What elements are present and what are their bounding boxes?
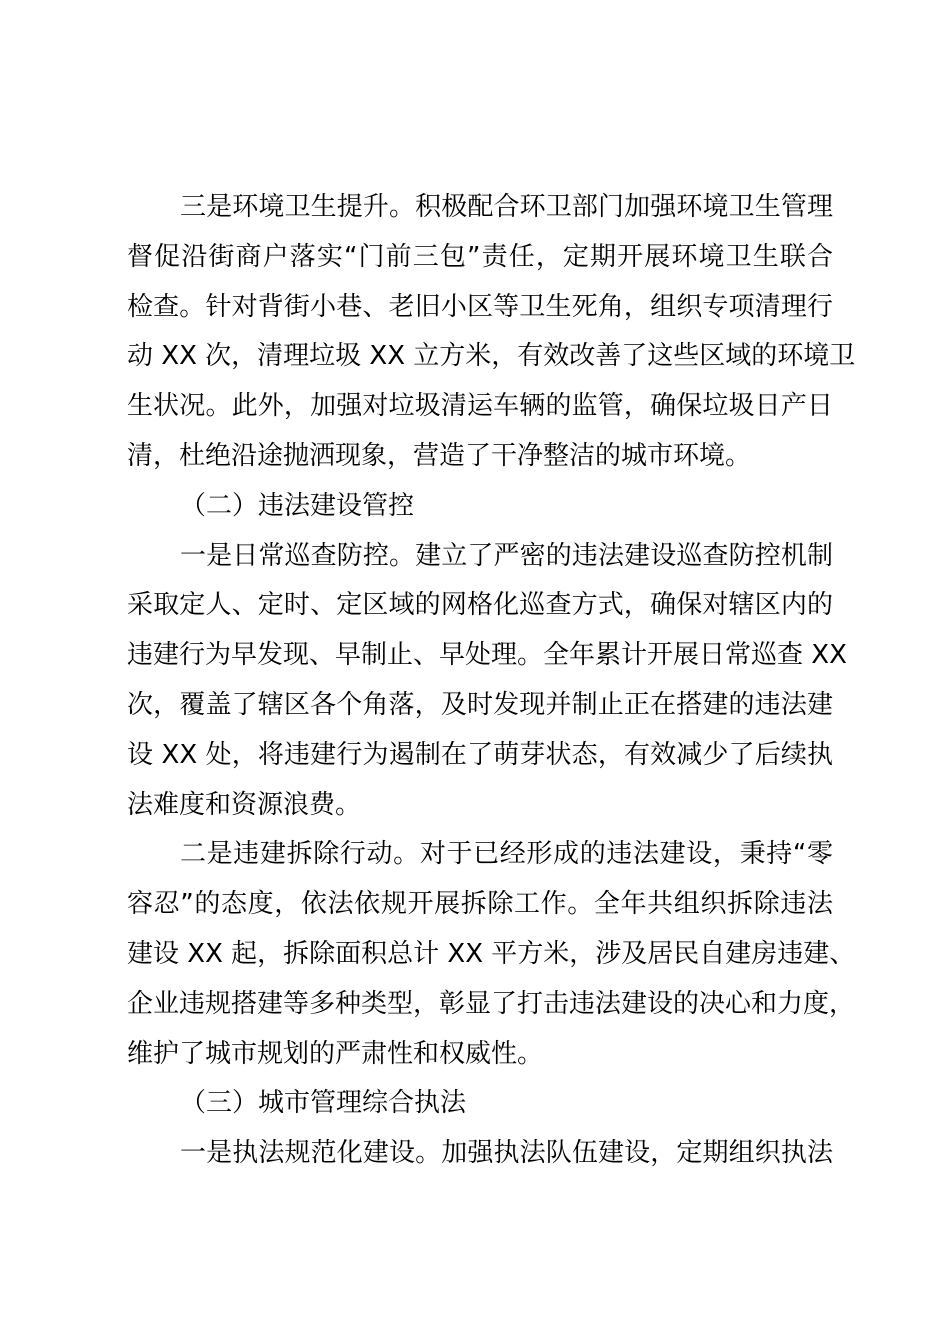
section-heading: （三）城市管理综合执法 xyxy=(180,1088,467,1119)
paragraph-line: 建设 XX 起，拆除面积总计 XX 平方米，涉及居民自建房违建、 xyxy=(127,938,856,969)
paragraph-line: 二是违建拆除行动。对于已经形成的违法建设，秉持“零 xyxy=(180,839,833,870)
paragraph-line: 设 XX 处，将违建行为遏制在了萌芽状态，有效减少了后续执 xyxy=(127,739,833,770)
paragraph-line: 违建行为早发现、早制止、早处理。全年累计开展日常巡查 XX xyxy=(127,640,847,671)
paragraph-line: 督促沿街商户落实“门前三包”责任，定期开展环境卫生联合 xyxy=(127,241,833,272)
paragraph-line: 企业违规搭建等多种类型，彰显了打击违法建设的决心和力度， xyxy=(127,988,856,1019)
paragraph-line: 检查。针对背街小巷、老旧小区等卫生死角，组织专项清理行 xyxy=(127,291,833,322)
paragraph-line: 三是环境卫生提升。积极配合环卫部门加强环境卫生管理 xyxy=(180,192,833,222)
paragraph-line: 一是日常巡查防控。建立了严密的违法建设巡查防控机制 xyxy=(180,540,833,571)
paragraph-line: 采取定人、定时、定区域的网格化巡查方式，确保对辖区内的 xyxy=(127,590,833,621)
document-body xyxy=(127,183,856,1179)
paragraph-line: 生状况。此外，加强对垃圾清运车辆的监管，确保垃圾日产日 xyxy=(127,391,833,422)
paragraph-line: 一是执法规范化建设。加强执法队伍建设，定期组织执法 xyxy=(180,1138,833,1169)
paragraph-line: 容忍”的态度，依法依规开展拆除工作。全年共组织拆除违法 xyxy=(127,889,833,920)
paragraph-line: 清，杜绝沿途抛洒现象，营造了干净整洁的城市环境。 xyxy=(127,440,752,471)
section-heading: （二）违法建设管控 xyxy=(180,490,415,521)
paragraph-line: 法难度和资源浪费。 xyxy=(127,789,362,820)
paragraph-line: 次，覆盖了辖区各个角落，及时发现并制止正在搭建的违法建 xyxy=(127,689,833,720)
paragraph-line: 动 XX 次，清理垃圾 XX 立方米，有效改善了这些区域的环境卫 xyxy=(127,341,856,372)
paragraph-line: 维护了城市规划的严肃性和权威性。 xyxy=(127,1038,544,1069)
